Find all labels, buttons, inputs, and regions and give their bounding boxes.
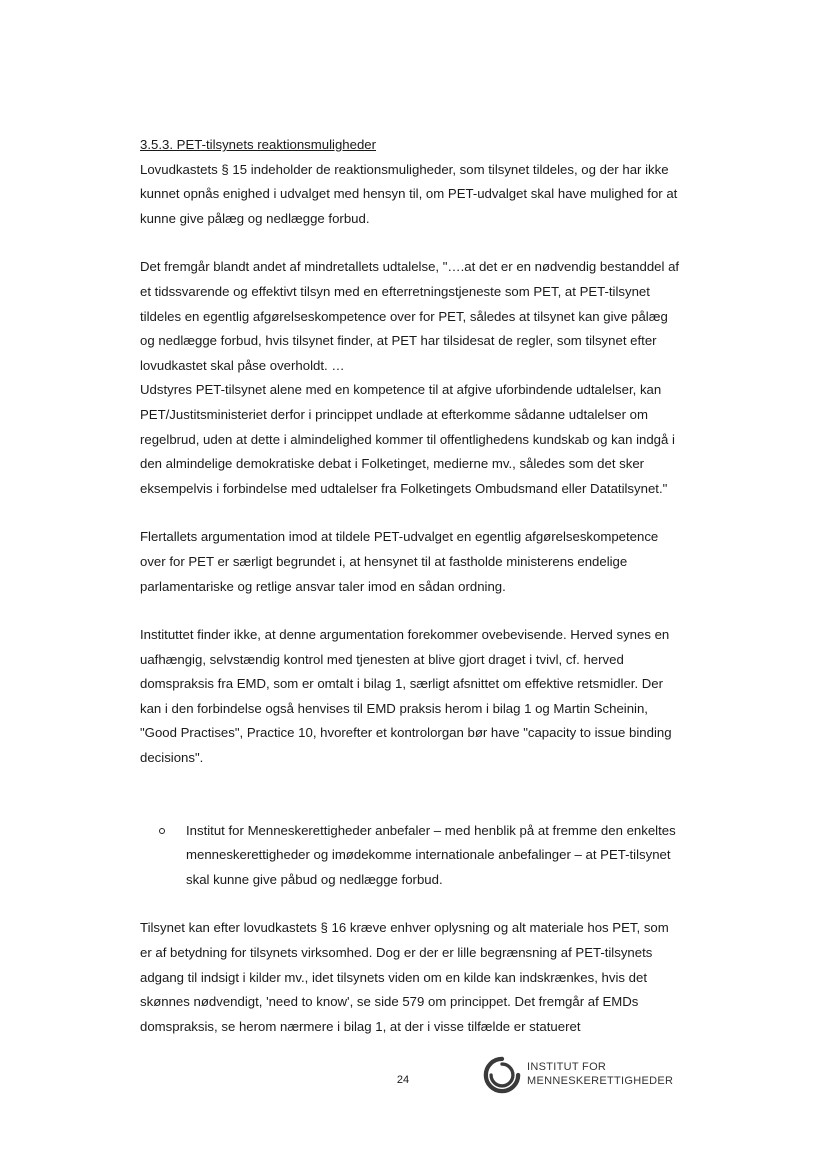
paragraph: Instituttet finder ikke, at denne argumentation forekommer ovebevisende. Herved synes en uafhængig, selvstændig kontrol med tjenesten at blive gjort draget i tvivl, cf. herved domspraksis fra EMD, som er omtalt i bilag 1, særligt afsnittet om effektive retsmidler. Der kan i den forbindelse også henvises til EMD praksis herom i bilag 1 og Martin Scheinin, "Good Practises", Practice 10, hvorefter et kontrolorgan bør have "capacity to issue binding decisions".: [140, 627, 672, 766]
paragraph: Flertallets argumentation imod at tildele PET-udvalget en egentlig afgørelseskompetence over for PET er særligt begrundet i, at hensynet til at fastholde ministerens endelige parlamentariske og retlige ansvar taler imod en sådan ordning.: [140, 529, 659, 594]
paragraph-gap: [140, 501, 680, 525]
paragraph-gap: [140, 795, 680, 819]
bullet-text: Institut for Menneskerettigheder anbefaler – med henblik på at fremme den enkeltes menneskerettigheder og imødekomme internationale anbefalinger – at PET-tilsynet skal kunne give påbud og nedlægge forbud.: [186, 822, 676, 887]
page-content: [140, 133, 680, 1039]
institute-ring-logo-icon: [483, 1056, 521, 1094]
paragraph-gap: [140, 599, 680, 623]
institute-logo: [483, 1056, 683, 1096]
page-number: 24: [396, 1074, 410, 1086]
paragraph-gap: [140, 771, 680, 795]
logo-line-2: MENNESKERETTIGHEDER: [527, 1075, 674, 1087]
logo-line-1: INSTITUT FOR: [527, 1061, 607, 1073]
paragraph-gap: [140, 892, 680, 916]
recommendation-bullet: [186, 819, 680, 893]
logo-text: [527, 1060, 673, 1088]
paragraph: Tilsynet kan efter lovudkastets § 16 kræve enhver oplysning og alt materiale hos PET, som er af betydning for tilsynets virksomhed. Dog er der er lille begrænsning af PET-tilsynets adgang til indsigt i kilder mv., idet tilsynets viden om en kilde kan indskrænkes, hvis det skønnes nødvendigt, 'need to know', se side 579 om princippet. Det fremgår af EMDs domspraksis, se herom nærmere i bilag 1, at der i visse tilfælde er statueret: [140, 920, 669, 1034]
section-heading: 3.5.3. PET-tilsynets reaktionsmuligheder: [140, 137, 377, 152]
paragraph-gap: [140, 231, 680, 255]
bullet-circle-icon: [159, 828, 165, 834]
paragraph: Udstyres PET-tilsynet alene med en kompetence til at afgive uforbindende udtalelser, kan PET/Justitsministeriet derfor i princippet undlade at efterkomme sådanne udtalelser om regelbrud, uden at dette i almindelighed kommer til offentlighedens kundskab og kan indgå i den almindelige demokratiske debat i Folketinget, medierne mv., således som det sker eksempelvis i forbindelse med udtalelser fra Folketingets Ombudsmand eller Datatilsynet.": [140, 382, 675, 496]
paragraph: Det fremgår blandt andet af mindretallets udtalelse, "….at det er en nødvendig bestanddel af et tidssvarende og effektivt tilsyn med en efterretningstjeneste som PET, at PET-tilsynet tildeles en egentlig afgørelseskompetence over for PET, således at tilsynet kan give pålæg og nedlægge forbud, hvis tilsynet finder, at PET har tilsidesat de regler, som tilsynet efter lovudkastet skal påse overholdt. …: [140, 259, 680, 373]
paragraph: Lovudkastets § 15 indeholder de reaktionsmuligheder, som tilsynet tildeles, og der har ikke kunnet opnås enighed i udvalget med hensyn til, om PET-udvalget skal have mulighed for at kunne give pålæg og nedlægge forbud.: [140, 161, 678, 226]
